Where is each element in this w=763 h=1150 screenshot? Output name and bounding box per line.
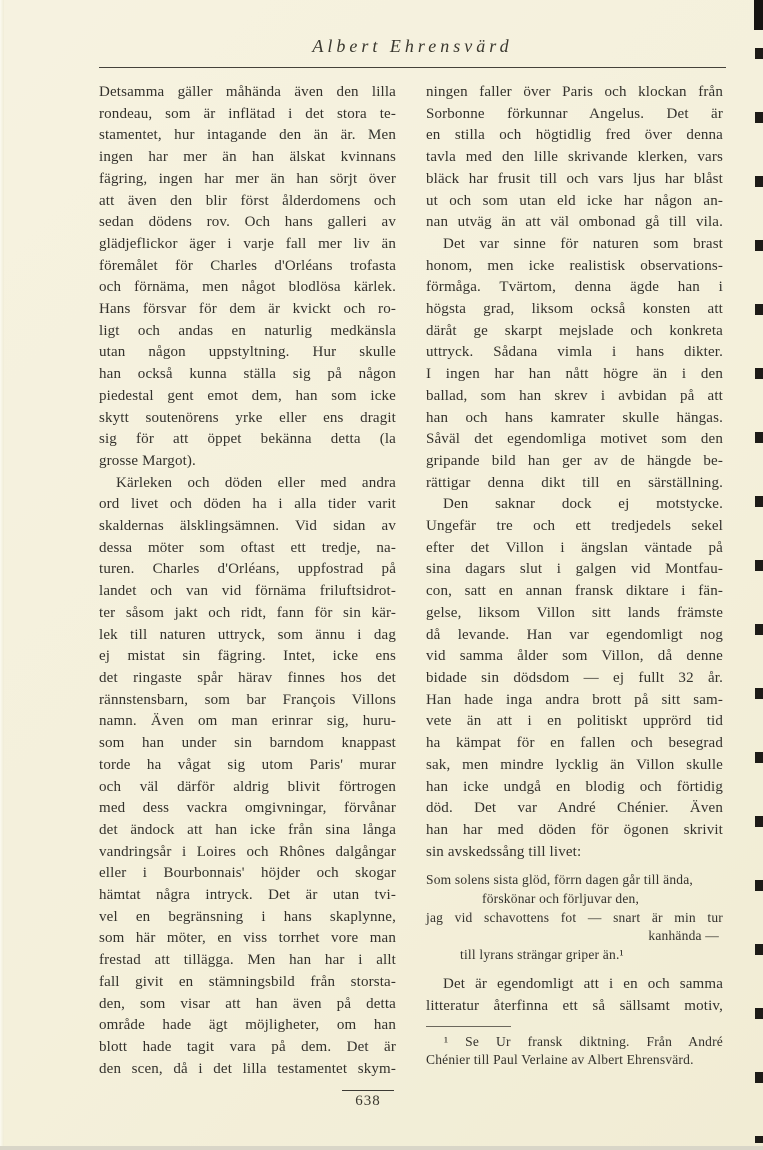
text-line: bidade sin dödsdom — ej fullt 32 år.: [426, 669, 723, 686]
paragraph: [426, 82, 723, 234]
text-line: piedestal gent emot dem, han som icke: [99, 387, 396, 404]
text-line: rondeau, som är inflätad i det stora te-: [99, 105, 396, 122]
text-line: blott hade tagit vara på dem. Det är: [99, 1038, 396, 1055]
text-line: stamentet, hur intagande den än är. Men: [99, 127, 396, 144]
text-line: vel en begränsning i hans skaplynne,: [99, 908, 396, 925]
text-line: eller i Bourbonnais' höjder och skogar: [99, 865, 396, 882]
text-line: grosse Margot).: [99, 452, 196, 469]
text-line: det ringaste spår härav finnes hos det: [99, 669, 396, 686]
text-line: Detsamma gäller måhända även den lilla: [99, 84, 396, 100]
text-line: däråt ge skarpt mejslade och konkreta: [426, 322, 723, 339]
text-line: honom, men icke realistisk observations-: [426, 257, 723, 274]
text-line: en stilla och högtidlig fred över denna: [426, 127, 723, 144]
text-line: lek till naturen uttryck, som ännu i dag: [99, 626, 396, 643]
text-line: ej mistat sin fägring. Intet, icke ens: [99, 648, 396, 665]
page-edge-bottom: [0, 1146, 763, 1150]
footnote-block: [426, 1026, 723, 1070]
text-line: förmåga. Tvärtom, denna ägde han i: [426, 279, 723, 296]
text-line: nan utväg än att väl ombonad gå till vila.: [426, 214, 723, 231]
text-line: uttryck. Sådana vimla i hans dikter.: [426, 344, 723, 361]
text-line: rättigar denna dikt till en särställning.: [426, 474, 723, 491]
text-line: ballad, som han skrev i avbidan på att: [426, 387, 723, 404]
text-line: han och hans kamrater skulle hängas.: [426, 409, 723, 426]
text-line: vandringsår i Loires och Rhônes dalgångar: [99, 843, 396, 860]
text-line: ut och som utan eld icke har någon an-: [426, 192, 723, 209]
paragraph: [99, 82, 396, 473]
text-line: namn. Även om man erinrar sig, huru-: [99, 713, 396, 730]
text-line: Den saknar dock ej motstycke.: [443, 496, 723, 513]
column-right: [426, 82, 723, 1080]
text-line: sedan dödens rov. Och hans galleri av: [99, 214, 396, 231]
scan-artifact-right-edge: [755, 48, 763, 1143]
page-number: 638: [342, 1090, 394, 1110]
text-line: ord livet och döden ha i alla tider varit: [99, 496, 396, 513]
paragraph: [426, 974, 723, 1017]
text-line: sina dagars slut i galgen vid Montfau-: [426, 561, 723, 578]
text-line: hämtat några intryck. Det är utan tvi-: [99, 887, 396, 904]
footnote-line: ¹ Se Ur fransk diktning. Från André: [444, 1033, 723, 1049]
text-line: det ändock att han icke från sina långa: [99, 821, 396, 838]
text-line: sin avskedssång till livet:: [426, 843, 582, 860]
scan-artifact-top-right: [754, 0, 763, 30]
header-title: Albert Ehrensvärd: [312, 36, 513, 56]
text-line: gelse, liksom Villon sitt lands främste: [426, 604, 723, 621]
text-line: torde ha vågat sig utom Paris' murar: [99, 756, 396, 773]
text-line: skaldernas älsklingsämnen. Vid sidan av: [99, 518, 396, 535]
text-line: och väl därför aldrig blivit förtrogen: [99, 778, 396, 795]
text-line: föremålet för Charles d'Orléans trofasta: [99, 257, 396, 274]
text-line: Sorbonne förkunnar Angelus. Det är: [426, 105, 723, 122]
text-line: tavla med den lille skrivande klerken, vars: [426, 149, 723, 166]
page-edge-left: [0, 0, 4, 1150]
text-line: sig för att öppet bekänna detta (la: [99, 431, 396, 448]
text-line: ligt och andas en naturlig medkänsla: [99, 322, 396, 339]
text-line: han icke undgå en blodig och förtidig: [426, 778, 723, 795]
text-line: vid samma ålder som Villon, då denne: [426, 648, 723, 665]
text-line: turen. Charles d'Orléans, uppfostrad på: [99, 561, 396, 578]
text-line: landet och van vid förnäma friluftsidrot-: [99, 583, 396, 600]
text-line: fall givit en stämningsbild från storsta-: [99, 973, 396, 990]
verse-block: [426, 871, 723, 964]
text-line: frestad att tillägga. Men han har i allt: [99, 952, 396, 969]
text-line: han har med döden för ögonen skrivit: [426, 821, 723, 838]
text-line: att även den blir först ålderdomens och: [99, 192, 396, 209]
text-line: Han hade inga andra brott på sitt sam-: [426, 691, 723, 708]
text-line: rännstensbarn, som bar François Villons: [99, 691, 396, 708]
verse-line: jag vid schavottens fot — snart är min tur: [426, 909, 723, 925]
verse-line: till lyrans strängar griper än.¹: [460, 946, 624, 962]
text-line: han också kunna ställa sig på någon: [99, 366, 396, 383]
text-line: som han under sin barndom knappast: [99, 735, 396, 752]
text-line: vete än att i en politiskt upprörd tid: [426, 713, 723, 730]
text-line: ter såsom jakt och ridt, fann för sin kär-: [99, 604, 396, 621]
text-line: dessa möter som oftast ett tredje, na-: [99, 539, 396, 556]
text-line: utan någon uppstyltning. Hur skulle: [99, 344, 396, 361]
text-line: con, satt en annan fransk diktare i fän-: [426, 583, 723, 600]
text-line: Ungefär tre och ett tredjedels sekel: [426, 518, 723, 535]
text-line: område hade ägt möjligheter, om han: [99, 1017, 396, 1034]
text-line: ha kämpat för en fallen och besegrad: [426, 735, 723, 752]
verse-line: kanhända —: [648, 928, 719, 944]
text-line: och förnäma, men något blodlösa kärlek.: [99, 279, 396, 296]
text-line: litteratur återfinna ett så sällsamt motiv,: [426, 997, 723, 1014]
text-line: fägring, ingen har mer än han sörjt över: [99, 170, 396, 187]
text-line: Kärleken och döden eller med andra: [116, 474, 396, 491]
text-line: skytt soutenörens yrke eller ens dragit: [99, 409, 396, 426]
text-line: Såväl det egendomliga motivet som den: [426, 431, 723, 448]
text-line: den, som visar att han även på detta: [99, 995, 396, 1012]
running-header: [99, 0, 726, 68]
text-line: som här möter, en viss torrhet vore man: [99, 930, 396, 947]
paragraph: [426, 494, 723, 863]
text-line: då levande. Han var egendomligt nog: [426, 626, 723, 643]
text-line: Det var sinne för naturen som brast: [443, 235, 723, 252]
text-line: bläck har frusit till och vars ljus har blåst: [426, 170, 723, 187]
text-line: glädjeflickor äger i varje fall mer liv än: [99, 235, 396, 252]
column-left: [99, 82, 396, 1080]
text-line: högsta grad, liksom också konsten att: [426, 301, 723, 318]
text-line: Det är egendomligt att i en och samma: [443, 976, 723, 993]
text-columns: [0, 68, 763, 1080]
text-line: den scen, då i det lilla testamentet skym-: [99, 1060, 396, 1077]
footnote-rule: [426, 1026, 511, 1027]
text-line: sak, men mindre lycklig än Villon skulle: [426, 756, 723, 773]
verse-line: förskönar och förljuvar den,: [482, 890, 640, 906]
text-line: ningen faller över Paris och klockan från: [426, 84, 723, 100]
text-line: död. Det var André Chénier. Även: [426, 800, 723, 817]
text-line: med dess vackra omgivningar, förvånar: [99, 800, 396, 817]
paragraph: [99, 473, 396, 1081]
footnote-line: Chénier till Paul Verlaine av Albert Ehrensvärd.: [426, 1052, 694, 1068]
verse-line: Som solens sista glöd, förrn dagen går till ända,: [426, 872, 694, 888]
text-line: I ingen har han nått högre än i den: [426, 366, 723, 383]
paragraph: [426, 234, 723, 494]
text-line: efter det Villon i ängslan väntade på: [426, 539, 723, 556]
text-line: Hans försvar för dem är kvickt och ro-: [99, 301, 396, 318]
text-line: ingen har mer än han älskat kvinnans: [99, 149, 396, 166]
text-line: gripande bild han ger av de hängde be-: [426, 452, 723, 469]
